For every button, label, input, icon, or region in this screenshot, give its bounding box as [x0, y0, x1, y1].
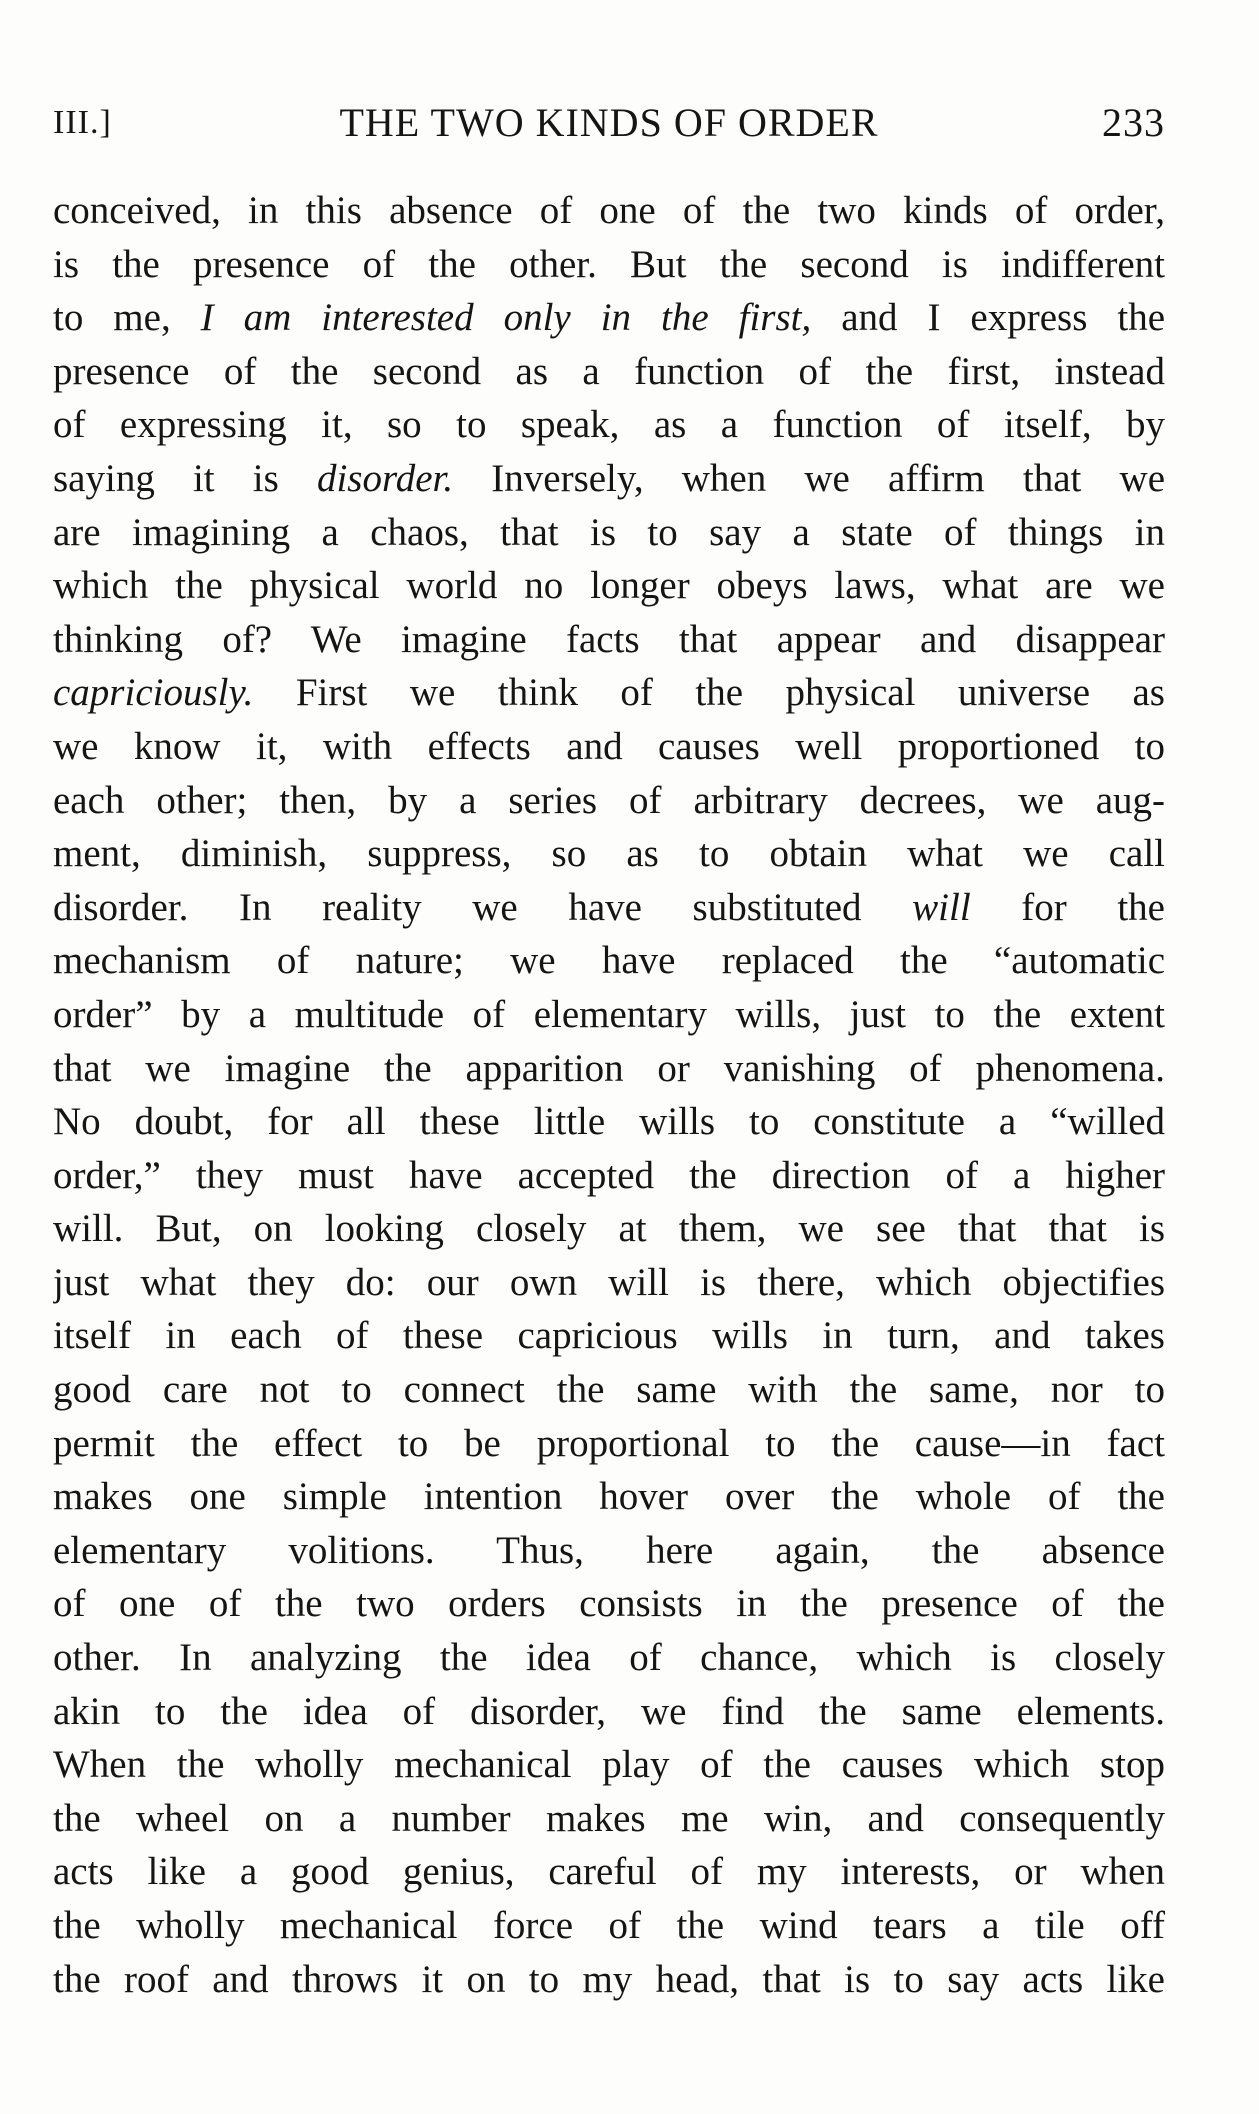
text-line: elementary volitions. Thus, here again, the absence: [53, 1528, 1165, 1572]
italic-text: disorder.: [316, 456, 454, 500]
text-line: ment, diminish, suppress, so as to obtain what we call: [53, 832, 1165, 876]
italic-text: I am interested only in the first,: [200, 296, 812, 340]
text-line: When the wholly mechanical play of the causes which stop: [53, 1743, 1165, 1787]
chapter-number: III.]: [53, 104, 112, 141]
text-line: the roof and throws it on to my head, that is to say acts like: [53, 1957, 1165, 2001]
italic-text: will: [912, 885, 971, 929]
text-line: is the presence of the other. But the second is indifferent: [53, 242, 1165, 286]
text-span: and I express the: [811, 296, 1165, 340]
text-line: itself in each of these capricious wills in turn, and takes: [53, 1314, 1165, 1358]
text-line: just what they do: our own will is there, which objectifies: [53, 1260, 1165, 1304]
text-line: akin to the idea of disorder, we find the same elements.: [53, 1689, 1165, 1733]
text-line: of one of the two orders consists in the presence of the: [53, 1582, 1165, 1626]
text-line: the wheel on a number makes me win, and consequently: [53, 1796, 1165, 1840]
text-span: to me,: [53, 296, 201, 340]
text-line: of expressing it, so to speak, as a function of itself, by: [53, 403, 1165, 447]
chapter-title: THE TWO KINDS OF ORDER: [339, 100, 879, 145]
text-span: Inversely, when we affirm that we: [453, 456, 1165, 500]
text-line: makes one simple intention hover over the whole of the: [53, 1475, 1165, 1519]
text-span: saying it is: [53, 456, 317, 500]
text-line: [53, 452, 1165, 506]
text-line: [53, 666, 1165, 720]
text-span: for the: [970, 885, 1165, 929]
text-line: No doubt, for all these little wills to constitute a “willed: [53, 1100, 1165, 1144]
text-line: order,” they must have accepted the direction of a higher: [53, 1153, 1165, 1197]
text-line: permit the effect to be proportional to the cause—in fact: [53, 1421, 1165, 1465]
text-line: the wholly mechanical force of the wind tears a tile off: [53, 1904, 1165, 1947]
text-line: mechanism of nature; we have replaced the “automatic: [53, 939, 1165, 983]
text-line: conceived, in this absence of one of the two kinds of order,: [53, 189, 1165, 232]
text-line: are imagining a chaos, that is to say a state of things in: [53, 510, 1165, 554]
italic-text: capriciously.: [53, 671, 254, 715]
text-line: presence of the second as a function of the first, instead: [53, 349, 1165, 393]
text-line: thinking of? We imagine facts that appear and disappear: [53, 617, 1165, 661]
text-span: First we think of the physical universe as: [253, 671, 1165, 715]
text-line: [53, 291, 1165, 345]
body-text: [53, 184, 1165, 2006]
text-line: [53, 881, 1165, 935]
running-head: [53, 98, 1165, 148]
text-line: good care not to connect the same with the same, nor to: [53, 1368, 1165, 1412]
text-line: order” by a multitude of elementary wills, just to the extent: [53, 992, 1165, 1036]
text-line: we know it, with effects and causes well proportioned to: [53, 724, 1165, 768]
text-line: which the physical world no longer obeys laws, what are we: [53, 564, 1165, 608]
text-line: that we imagine the apparition or vanishing of phenomena.: [53, 1046, 1165, 1090]
text-span: disorder. In reality we have substituted: [53, 885, 913, 929]
text-line: each other; then, by a series of arbitrary decrees, we aug-: [53, 778, 1165, 822]
text-line: acts like a good genius, careful of my interests, or when: [53, 1850, 1165, 1894]
page-number: 233: [1102, 100, 1165, 145]
text-line: other. In analyzing the idea of chance, which is closely: [53, 1636, 1165, 1680]
text-line: will. But, on looking closely at them, we see that that is: [53, 1207, 1165, 1251]
